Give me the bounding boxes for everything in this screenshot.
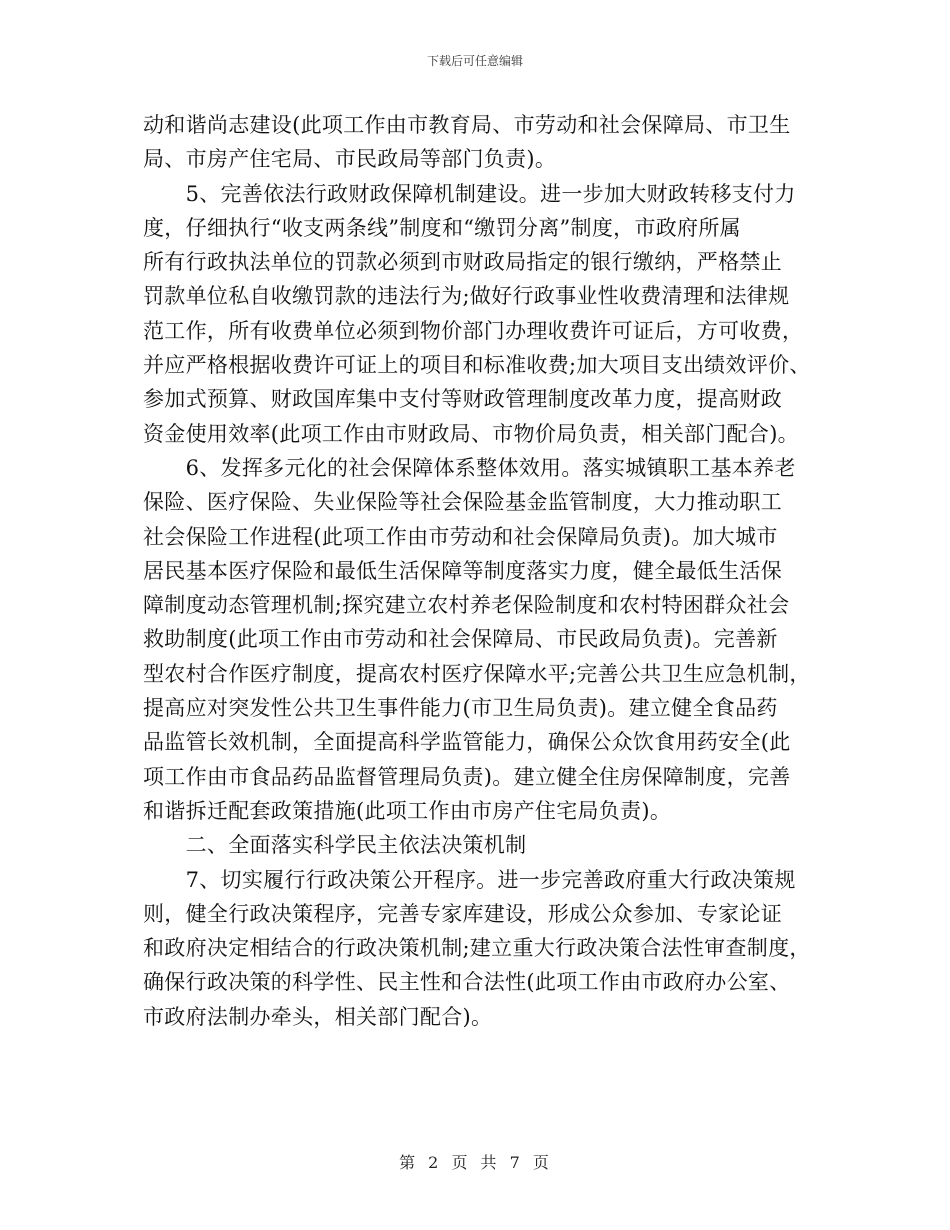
body-line: 和政府决定相结合的行政决策机制;建立重大行政决策合法性审查制度，	[143, 936, 811, 961]
body-line: 范工作，所有收费单位必须到物价部门办理收费许可证后，方可收费，	[143, 318, 804, 343]
body-line: 6、发挥多元化的社会保障体系整体效用。落实城镇职工基本养老	[143, 455, 796, 480]
body-line: 障制度动态管理机制;探究建立农村养老保险制度和农村特困群众社会	[143, 593, 790, 618]
body-line: 所有行政执法单位的罚款必须到市财政局指定的银行缴纳，严格禁止	[143, 250, 782, 275]
body-line: 市政府法制办牵头，相关部门配合)。	[143, 1004, 493, 1029]
body-line: 救助制度(此项工作由市劳动和社会保障局、市民政局负责)。完善新	[143, 627, 778, 652]
section-heading: 二、全面落实科学民主依法决策机制	[143, 833, 527, 858]
body-line: 品监管长效机制，全面提高科学监管能力，确保公众饮食用药安全(此	[143, 730, 791, 755]
body-line: 居民基本医疗保险和最低生活保障等制度落实力度，健全最低生活保	[143, 558, 782, 583]
body-line: 确保行政决策的科学性、民主性和合法性(此项工作由市政府办公室、	[143, 970, 791, 995]
body-line: 型农村合作医疗制度，提高农村医疗保障水平;完善公共卫生应急机制，	[143, 661, 811, 686]
page-number-footer: 第 2 页 共 7 页	[399, 1153, 551, 1172]
body-line: 和谐拆迁配套政策措施(此项工作由市房产住宅局负责)。	[143, 798, 672, 823]
document-body	[143, 108, 813, 1034]
body-line: 提高应对突发性公共卫生事件能力(市卫生局负责)。建立健全食品药	[143, 696, 778, 721]
body-line: 局、市房产住宅局、市民政局等部门负责)。	[143, 147, 557, 172]
body-line: 保险、医疗保险、失业保险等社会保险基金监管制度，大力推动职工	[143, 490, 782, 515]
page-header: 下载后可任意编辑	[426, 54, 523, 68]
body-line: 则，健全行政决策程序，完善专家库建设，形成公众参加、专家论证	[143, 901, 782, 926]
body-line: 并应严格根据收费许可证上的项目和标准收费;加大项目支出绩效评价、	[143, 353, 811, 378]
body-line: 5、完善依法行政财政保障机制建设。进一步加大财政转移支付力	[143, 181, 796, 206]
body-line: 罚款单位私自收缴罚款的违法行为;做好行政事业性收费清理和法律规	[143, 284, 790, 309]
body-line: 项工作由市食品药品监督管理局负责)。建立健全住房保障制度，完善	[143, 764, 791, 789]
body-line: 度，仔细执行“收支两条线”制度和“缴罚分离”制度，市政府所属	[143, 215, 741, 240]
body-line: 资金使用效率(此项工作由市财政局、市物价局负责，相关部门配合)。	[143, 421, 799, 446]
body-line: 参加式预算、财政国库集中支付等财政管理制度改革力度，提高财政	[143, 387, 782, 412]
body-line: 7、切实履行行政决策公开程序。进一步完善政府重大行政决策规	[143, 867, 796, 892]
body-line: 社会保险工作进程(此项工作由市劳动和社会保障局负责)。加大城市	[143, 524, 778, 549]
body-line: 动和谐尚志建设(此项工作由市教育局、市劳动和社会保障局、市卫生	[143, 113, 791, 137]
